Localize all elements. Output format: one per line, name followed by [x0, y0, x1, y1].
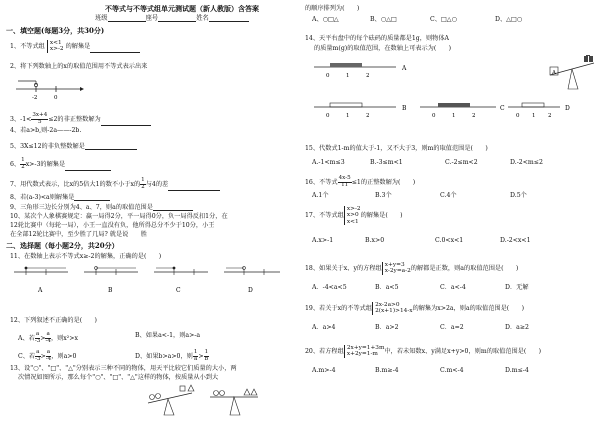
q16-prefix: 16、不等式 — [305, 178, 338, 186]
q11-label-b: B — [108, 287, 113, 294]
q14-option-d[interactable] — [508, 103, 570, 119]
q20-option-b[interactable]: B.m≥-4 — [375, 367, 399, 374]
q20-system — [344, 345, 385, 358]
question-15: 15、代数式1-m的值大于-1，又不大于3，则m的取值范围是( ) — [305, 145, 488, 152]
q3-suffix: ≤2的非正整数解为 — [48, 115, 101, 123]
question-8 — [10, 194, 110, 201]
section-multiple-choice: 二、选择题（每小题2分，共20分） — [6, 241, 119, 250]
question-18 — [305, 262, 518, 275]
answer-blank[interactable] — [101, 119, 151, 126]
q18-sys1: x+y=3 — [384, 262, 405, 268]
q16-option-d[interactable]: D.5个 — [510, 192, 527, 199]
tick-label: 2 — [548, 113, 552, 119]
q11-option-c[interactable] — [154, 267, 208, 294]
q17-option-d[interactable]: D.-2<x<1 — [500, 237, 531, 244]
question-10-line1: 10、某次个人象棋赛规定：赢一局得2分，平一局得0分，负一局得反扣1分，在 — [10, 213, 228, 220]
q17-option-b[interactable]: B.x>0 — [365, 237, 385, 244]
q6-num: 1 — [21, 157, 25, 163]
q13-option-d[interactable]: D、△□○ — [495, 16, 523, 23]
q12-a-suffix: ，则x²>x — [50, 334, 78, 342]
q6-den: 2 — [21, 163, 25, 170]
tick-label: 2 — [472, 113, 476, 119]
q1-system — [47, 40, 64, 53]
q14-label-c: C — [500, 105, 505, 112]
question-12: 12、下列叙述不正确的是( ) — [10, 317, 97, 324]
question-13-line3: 的顺序排列为( ) — [305, 5, 360, 12]
question-19 — [305, 302, 524, 315]
q7-suffix: 与4的差 — [145, 180, 169, 188]
question-10-line3: 在全部12轮比赛中，至少胜了几局? 就是说 胜 — [10, 231, 147, 238]
question-20 — [305, 345, 541, 358]
q16-fraction — [338, 176, 352, 189]
question-7 — [10, 178, 220, 191]
q11-label-d: D — [248, 287, 253, 294]
tick-label: 0 — [516, 113, 520, 119]
tick-label: 0 — [326, 113, 330, 119]
q16-option-c[interactable]: C.4个 — [440, 192, 457, 199]
q1-sys2: x>-2 — [49, 46, 64, 53]
q19-sys1: 2x-2a>0 — [375, 302, 400, 308]
question-2: 2、将下列数轴上的x的取值范围用不等式表示出来 — [10, 63, 148, 70]
q12-a-prefix: A、若 — [18, 334, 35, 342]
q17-option-c[interactable]: C.0<x<1 — [435, 237, 464, 244]
tick-label-right: 0 — [54, 95, 58, 101]
q16-suffix: ≤1的正整数解为( ) — [351, 178, 416, 186]
q1-prefix: 1、不等式组 — [10, 42, 45, 50]
q17-prefix: 17、不等式组 — [305, 212, 344, 220]
question-3 — [10, 113, 151, 126]
q19-prefix: 19、若关于x的不等式组 — [305, 304, 373, 312]
q20-sys2: x+2y=1-m — [346, 351, 378, 358]
q17-suffix: 的解集是( ) — [360, 212, 403, 220]
q2-number-line — [14, 75, 84, 101]
shaded-range — [330, 63, 362, 67]
answer-blank[interactable] — [85, 143, 137, 150]
q15-option-b[interactable]: B.-3≤m<1 — [370, 159, 403, 166]
q16-num: 4x-5 — [338, 175, 351, 181]
q11-option-b[interactable] — [84, 267, 138, 294]
q6-suffix: x>-3的解集是 — [25, 160, 66, 168]
q12-a-fraction: $\frac{a}{-3}$ — [34, 331, 41, 344]
q13-option-c[interactable]: C、□△○ — [430, 16, 457, 23]
q16-den: 11 — [341, 181, 349, 188]
q14-option-b[interactable] — [314, 103, 407, 119]
q18-system — [382, 262, 411, 275]
answer-blank[interactable] — [65, 164, 111, 171]
question-13-line1: 13、设"○"、"□"、"△"分别表示三种不同的物体，用天平比较它们质量的大小，两 — [10, 365, 237, 372]
q3-fraction — [31, 113, 48, 126]
q14-number-lines — [310, 55, 600, 137]
q18-option-c[interactable]: C．a<-4 — [440, 284, 466, 291]
tick-label: 2 — [366, 73, 370, 79]
q6-prefix: 6、 — [10, 160, 21, 168]
class-label: 班级 — [95, 14, 108, 22]
q19-option-b[interactable]: B．a>2 — [375, 324, 399, 331]
q12-option-d[interactable]: D、如果b>a>0，则 $\frac{1}{a}$ > $\frac{1}{b}$ — [135, 349, 209, 362]
q12-option-b[interactable]: B、如果a<-1，则a>-a — [135, 332, 201, 339]
q9-text: 9、三角形三边长分别为4、a、7，则a的取值范围是 — [10, 203, 153, 211]
q14-option-a[interactable] — [314, 63, 407, 79]
q20-suffix: 中，若未知数x、y满足x+y>0，则m的取值范围是( ) — [384, 347, 542, 355]
question-1 — [10, 40, 140, 53]
q3-num: 3x+4 — [32, 112, 48, 118]
tick-label: 1 — [452, 113, 456, 119]
q11-number-lines — [10, 262, 290, 296]
q12-c-prefix: C、若 — [18, 352, 36, 360]
q16-option-b[interactable]: B.3个 — [375, 192, 392, 199]
q12-option-c[interactable]: C、若 $\frac{a}{-3}$ > $\frac{a}{-4}$ ，则a>0 — [18, 349, 77, 362]
balance-scale-2 — [210, 389, 258, 415]
q12-d-prefix: D、如果b>a>0，则 — [135, 352, 193, 360]
q19-option-d[interactable]: D．a≥2 — [505, 324, 529, 331]
q14-label-b: B — [402, 105, 407, 112]
q3-prefix: 3、-1< — [10, 115, 32, 123]
question-9 — [10, 204, 193, 211]
question-5 — [10, 143, 137, 150]
tick-label: 2 — [366, 113, 370, 119]
tick-label: 0 — [326, 73, 330, 79]
q20-option-d[interactable]: D.m≤-4 — [505, 367, 529, 374]
shaded-range — [330, 103, 362, 107]
q15-option-d[interactable]: D.-2<m≤2 — [510, 159, 543, 166]
q19-suffix: 的解集为x>2a，则a的取值范围是( ) — [412, 304, 525, 312]
q3-den: 5 — [38, 118, 42, 125]
balance-scale-1 — [148, 385, 194, 415]
question-4: 4、若a>b,则-2a——-2b. — [10, 127, 82, 134]
q11-option-d[interactable] — [224, 267, 280, 294]
answer-blank[interactable] — [90, 46, 140, 53]
q12-c-suffix: ，则a>0 — [51, 352, 77, 360]
answer-blank[interactable] — [74, 194, 110, 201]
question-10-line2: 12轮比赛中（每轮一局），小王一直没有负，他所得总分不少于10分，小王 — [10, 222, 215, 229]
q13-option-a[interactable]: A、○□△ — [312, 16, 339, 23]
q18-option-d[interactable]: D．无解 — [505, 284, 529, 291]
q15-option-a[interactable]: A.-1<m≤3 — [312, 159, 345, 166]
q19-option-a[interactable]: A．a>4 — [312, 324, 336, 331]
question-16 — [305, 176, 415, 189]
question-14-line1: 14、天平右盘中的每个砝码的质量都是1g，则物体A — [305, 35, 449, 42]
section-fill-blank: 一、填空题(每题3分，共30分) — [6, 26, 105, 35]
q1-sys1: x<1 — [49, 40, 62, 46]
question-6 — [10, 158, 111, 171]
q11-label-c: C — [176, 287, 181, 294]
q14-balance-scale — [550, 55, 594, 89]
q19-option-c[interactable]: C．a=2 — [440, 324, 464, 331]
q20-sys1: 2x+y=1+3m — [346, 345, 385, 351]
q17-option-a[interactable]: A.x>-1 — [312, 237, 334, 244]
q17-system — [344, 206, 361, 225]
q14-label-d: D — [565, 105, 570, 112]
axis-arrow — [80, 87, 84, 91]
q17-sys1: x>-2 — [346, 206, 361, 212]
shaded-range — [438, 103, 470, 107]
q11-label-a: A — [38, 287, 43, 294]
question-14-line2: 的质量m(g)的取值范围，在数轴上可表示为( ) — [314, 45, 452, 52]
q16-option-a[interactable]: A.1个 — [312, 192, 329, 199]
tick-label: 1 — [346, 73, 350, 79]
q5-text: 5、3X≤12的非负整数解是 — [10, 142, 85, 150]
answer-blank[interactable] — [153, 204, 193, 211]
page-title: 不等式与不等式组单元测试题（新人教版）含答案 — [105, 4, 259, 13]
q8-text: 8、若(a-3)<a则解集是 — [10, 193, 75, 201]
tick-label: 1 — [532, 113, 536, 119]
question-11: 11、在数轴上表示不等式x≥-2的解集，正确的是( ) — [10, 253, 162, 260]
tick-label: 1 — [346, 113, 350, 119]
class-line — [95, 15, 249, 22]
name-label: 姓名 — [196, 14, 209, 22]
q7-prefix: 7、用代数式表示，比x的5倍大1的数不小于x的 — [10, 180, 141, 188]
tick-label: 0 — [432, 113, 436, 119]
q20-option-a[interactable]: A.m>-4 — [312, 367, 336, 374]
q18-option-a[interactable]: A．-4<a<5 — [312, 284, 347, 291]
q1-suffix: 的解集是 — [65, 42, 91, 50]
shaded-range — [522, 103, 544, 107]
q19-sys2: 2(x+1)>14-x — [375, 308, 413, 315]
q14-option-c[interactable] — [420, 103, 505, 119]
q12-option-a[interactable]: A、若 $\frac{a}{-3}$ > $\frac{a}{-4}$ ，则x²>x — [18, 331, 78, 344]
q20-option-c[interactable]: C.m<-4 — [440, 367, 464, 374]
q14-label-a: A — [402, 65, 407, 72]
q18-option-b[interactable]: B．a<5 — [375, 284, 399, 291]
question-13-line2: 次情况如图所示，那么每个"○"、"□"、"△"这样的物体，按质量从小到大 — [18, 374, 219, 381]
q18-suffix: 的解都是正数，则a的取值范围是( ) — [410, 264, 519, 272]
q13-balance-scales — [140, 383, 265, 421]
q17-sys3: x<1 — [346, 218, 359, 225]
q7-den: 2 — [141, 183, 145, 190]
q19-system — [372, 302, 413, 315]
answer-blank[interactable] — [168, 184, 220, 191]
q7-num: 1 — [141, 177, 145, 183]
q20-prefix: 20、若方程组 — [305, 347, 344, 355]
q15-option-c[interactable]: C.-2≤m<2 — [445, 159, 478, 166]
q18-prefix: 18、如果关于x、y的方程组 — [305, 264, 382, 272]
mass-label: A — [552, 70, 556, 76]
question-17 — [305, 206, 403, 225]
q13-option-b[interactable]: B、○△□ — [370, 16, 397, 23]
tick-label-left: -2 — [32, 95, 38, 101]
q11-option-a[interactable] — [14, 267, 68, 294]
q18-sys2: x-2y=a-2 — [384, 268, 411, 275]
q17-sys2: x>0 — [346, 212, 359, 219]
seat-label: 座号 — [145, 14, 159, 22]
